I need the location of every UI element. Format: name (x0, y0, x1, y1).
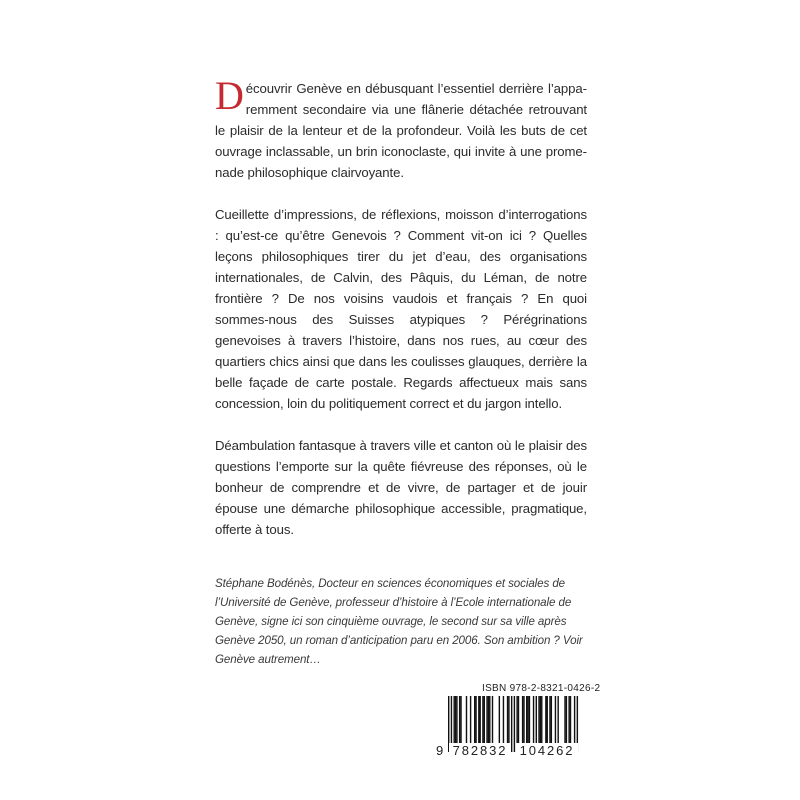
barcode-digits-left: 782832 (449, 743, 511, 758)
barcode-bar (474, 696, 475, 746)
barcode-bar (533, 696, 534, 746)
barcode-bar (475, 696, 476, 746)
barcode-bar (522, 696, 523, 746)
barcode-digit-first: 9 (436, 743, 444, 758)
blurb-text-block (215, 73, 587, 669)
barcode-bar (566, 696, 567, 746)
barcode-bar (489, 696, 490, 746)
barcode-bar (538, 696, 539, 746)
barcode-digits-right: 104262 (516, 743, 578, 758)
barcode-bar (460, 696, 461, 746)
barcode-bar (478, 696, 479, 746)
barcode-bar (486, 696, 487, 746)
barcode-bar (488, 696, 489, 746)
barcode-bar (484, 696, 485, 746)
barcode-bar (503, 696, 504, 746)
barcode-bar (557, 696, 558, 746)
barcode-bar (541, 696, 542, 746)
isbn-label: ISBN 978-2-8321-0426-2 (482, 683, 601, 694)
author-bio: Stéphane Bodénès, Docteur en sciences économiques et sociales de l’Université de Genève, professeur d’histoire à l’Ecole internationale de Genève, signe ici son cinquième ouvrage, le second sur sa ville après Genève 2050, un roman d’anticipation paru en 2006. Son ambition ? Voir Genève autrement… (215, 577, 583, 666)
barcode-bar (516, 696, 517, 746)
isbn-barcode (436, 683, 601, 771)
barcode-bar (551, 696, 552, 746)
barcode-bar (529, 696, 530, 746)
blurb-paragraph-3: Déambulation fantasque à travers ville et canton où le plaisir des questions l’emporte sur la quête fiévreuse des réponses, où le bonheur de comprendre et de vivre, de partager et de jouir épouse une démarche philosophique accessible, pragmatique, offerte à tous. (215, 438, 587, 537)
blurb-paragraph-1 (215, 73, 587, 183)
barcode-bar (482, 696, 483, 746)
barcode-bar (492, 696, 493, 746)
barcode-bar (523, 696, 524, 746)
barcode-bar (526, 696, 527, 746)
barcode-bar (508, 696, 509, 746)
barcode-bar (555, 696, 556, 746)
barcode-bar (499, 696, 500, 746)
blurb-paragraph-1-text: écouvrir Genève en débusquant l’essentiel derrière l’apparemment secondaire via une flânerie détachée retrouvant le plaisir de la lenteur et de la profondeur. Voilà les buts de cet ouvrage inclassable, un brin iconoclaste, qui invite à une promenade philosophique clairvoyante. (215, 81, 587, 180)
barcode-bar (459, 696, 460, 746)
barcode-bar (547, 696, 548, 746)
barcode-bar (518, 696, 519, 746)
barcode-bar (570, 696, 571, 746)
barcode-bar (568, 696, 569, 746)
barcode-bar (564, 696, 565, 746)
barcode-bar (507, 696, 508, 746)
barcode-bar (466, 696, 467, 746)
barcode-bar (549, 696, 550, 746)
barcode-bar (456, 696, 457, 746)
barcode-bar (536, 696, 537, 746)
blurb-paragraph-2: Cueillette d’impressions, de réflexions, moisson d’interrogations : qu’est-ce qu’être Genevois ? Comment vit-on ici ? Quelles leçons philosophiques tirer du jet d’eau, des organisations internationales, de Calvin, des Pâquis, du Léman, de notre frontière ? De nos voisins vaudois et français ? En quoi sommes-nous des Suisses atypiques ? Pérégrinations genevoises à travers l’histoire, dans nos rues, au cœur des quartiers chics ainsi que dans les coulisses glauques, derrière la belle façade de carte postale. Regards affectueux mais sans concession, loin du politiquement correct et du jargon intello. (215, 207, 587, 411)
drop-cap-letter: D (215, 73, 244, 118)
barcode-bar (540, 696, 541, 746)
barcode-bar (479, 696, 480, 746)
barcode-bar (545, 696, 546, 746)
barcode-bar (527, 696, 528, 746)
barcode-bar (470, 696, 471, 746)
barcode-bar (455, 696, 456, 746)
barcode-bar (453, 696, 454, 746)
barcode-digits (436, 743, 588, 761)
